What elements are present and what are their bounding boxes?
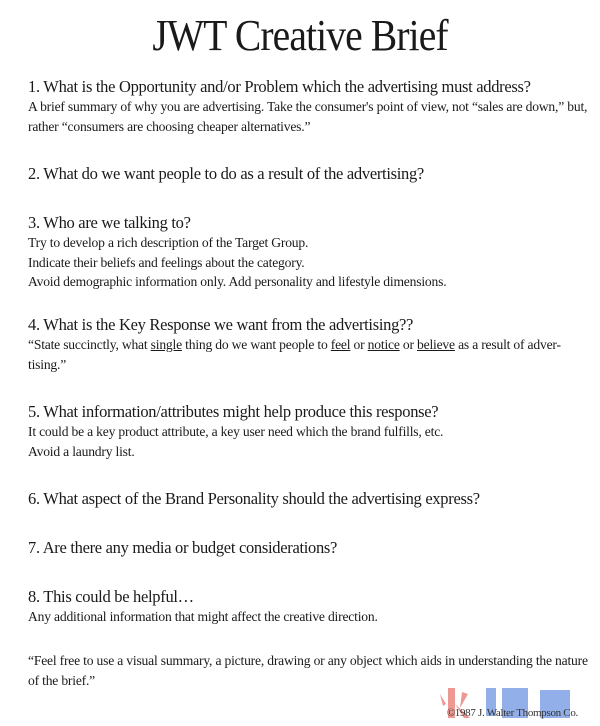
text: or bbox=[399, 337, 418, 352]
section-8 bbox=[28, 586, 588, 627]
text: or bbox=[350, 337, 368, 352]
section-heading: 6. What aspect of the Brand Personality should the advertising express? bbox=[28, 489, 480, 508]
section-heading: 5. What information/attributes might help produce this response? bbox=[28, 402, 439, 421]
closing-note: “Feel free to use a visual summary, a picture, drawing or any object which aids in understanding the nature of the brief.” bbox=[28, 653, 588, 688]
section-heading: 8. This could be helpful… bbox=[28, 587, 194, 606]
copyright: ©1987 J. Walter Thompson Co. bbox=[446, 707, 578, 719]
section-body-line: Try to develop a rich description of the Target Group. bbox=[28, 235, 309, 250]
text: thing do we want people to bbox=[181, 337, 331, 352]
section-heading: 4. What is the Key Response we want from the advertising?? bbox=[28, 315, 414, 334]
section-5 bbox=[28, 401, 588, 461]
underlined-word: believe bbox=[417, 337, 455, 352]
section-body: Any additional information that might affect the creative direction. bbox=[28, 609, 378, 624]
text: as a result of adver-tising.” bbox=[28, 337, 561, 372]
section-heading: 7. Are there any media or budget considerations? bbox=[28, 538, 338, 557]
section-heading: 1. What is the Opportunity and/or Problem which the advertising must address? bbox=[28, 77, 531, 96]
section-body-line: It could be a key product attribute, a key user need which the brand fulfills, etc. bbox=[28, 424, 444, 439]
underlined-word: single bbox=[150, 337, 182, 352]
section-2 bbox=[28, 163, 588, 184]
page-title: JWT Creative Brief bbox=[152, 11, 448, 60]
underlined-word: feel bbox=[330, 337, 351, 352]
section-body-line: Avoid a laundry list. bbox=[28, 443, 135, 459]
section-heading: 3. Who are we talking to? bbox=[28, 213, 191, 232]
section-3 bbox=[28, 212, 588, 292]
section-4 bbox=[28, 314, 588, 374]
section-heading: 2. What do we want people to do as a result of the advertising? bbox=[28, 164, 424, 183]
text: “State succinctly, what bbox=[28, 337, 151, 352]
section-body bbox=[28, 335, 588, 374]
section-7 bbox=[28, 537, 588, 558]
section-body: A brief summary of why you are advertising. Take the consumer's point of view, not “sales are down,” but, rather “consumers are choosing cheaper alternatives.” bbox=[28, 99, 588, 134]
section-6 bbox=[28, 488, 588, 509]
underlined-word: notice bbox=[367, 337, 400, 352]
section-body-line: Indicate their beliefs and feelings about the category. bbox=[28, 254, 305, 270]
section-1 bbox=[28, 76, 588, 136]
section-body-line: Avoid demographic information only. Add personality and lifestyle dimensions. bbox=[28, 274, 447, 289]
